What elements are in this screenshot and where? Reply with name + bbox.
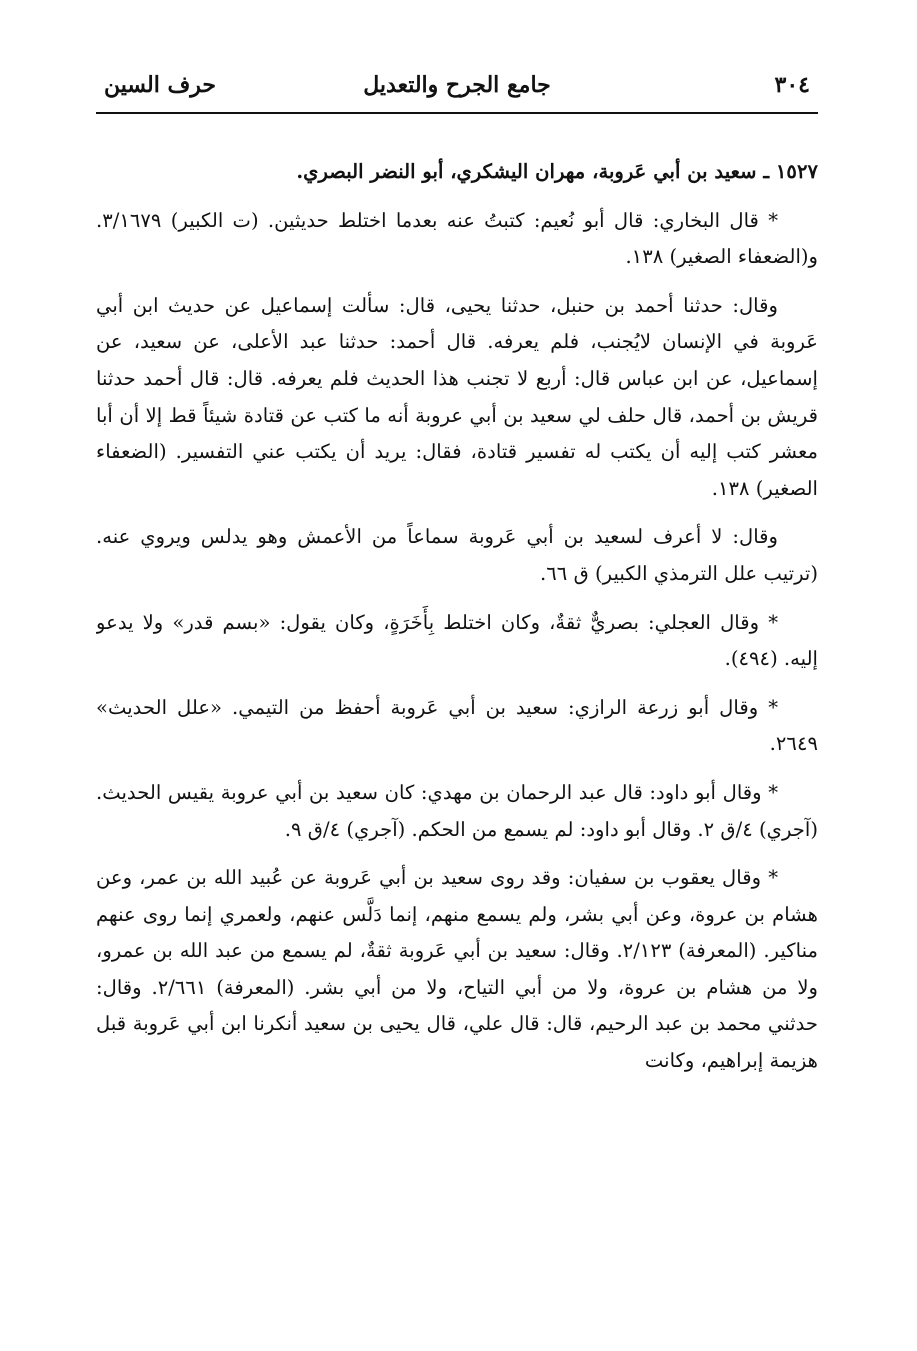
- paragraph-ahmad-narration: وقال: حدثنا أحمد بن حنبل، حدثنا يحيى، قال: سألت إسماعيل عن حديث ابن أبي عَروبة في الإنسان لايُجنب، فلم يعرفه. قال أحمد: حدثنا عبد الأعلى، عن سعيد، عن إسماعيل، عن ابن عباس قال: أربع لا تجنب هذا الحديث فلم يعرفه. قال: قال أحمد حدثنا قريش بن أحمد، قال حلف لي سعيد بن أبي عروبة أنه ما كتب عن قتادة شيئاً قط إلا أن أبا معشر كتب إليه أن يكتب له تفسير قتادة، فقال: يريد أن يكتب عني التفسير. (الضعفاء الصغير) ١٣٨.: [96, 293, 818, 500]
- paragraph-abu-dawud: * وقال أبو داود: قال عبد الرحمان بن مهدي: كان سعيد بن أبي عروبة يقيس الحديث. (آجري) ٤/ق ٢. وقال أبو داود: لم يسمع من الحكم. (آجري) ٤/ق ٩.: [96, 780, 818, 841]
- page-body: [96, 154, 818, 1274]
- paragraph-abu-zura: * وقال أبو زرعة الرازي: سعيد بن أبي عَروبة أحفظ من التيمي. «علل الحديث» ٢٦٤٩.: [96, 695, 818, 756]
- paragraph-ijli: * وقال العجلي: بصريٌّ ثقةٌ، وكان اختلط بِأَخَرَةٍ، وكان يقول: «بسم قدر» ولا يدعو إليه. (٤٩٤).: [96, 610, 818, 671]
- section-title: حرف السين: [104, 72, 217, 98]
- page-number: ٣٠٤: [774, 72, 810, 98]
- entry-heading: ١٥٢٧ ـ سعيد بن أبي عَروبة، مهران اليشكري، أبو النضر البصري.: [296, 160, 818, 183]
- book-title: جامع الجرح والتعديل: [363, 72, 551, 98]
- paragraph-yaqub: * وقال يعقوب بن سفيان: وقد روى سعيد بن أبي عَروبة عن عُبيد الله بن عمر، وعن هشام بن عروة، وعن أبي بشر، ولم يسمع منهم، إنما دَلَّس عنهم، ولعمري إنما روى عنهم مناكير. (المعرفة) ٢/١٢٣. وقال: سعيد بن أبي عَروبة ثقةٌ، لم يسمع من عبد الله بن عمرو، ولا من هشام بن عروة، ولا من أبي التياح، ولا من أبي بشر. (المعرفة) ٢/٦٦١. وقال: حدثني محمد بن عبد الرحيم، قال: قال علي، قال يحيى بن سعيد أنكرنا ابن أبي عَروبة قبل هزيمة إبراهيم، وكانت: [96, 866, 818, 1073]
- running-header: [96, 66, 818, 114]
- paragraph-bukhari: * قال البخاري: قال أبو نُعيم: كتبتُ عنه بعدما اختلط حديثين. (ت الكبير) ٣/١٦٧٩. و(الضعفاء الصغير) ١٣٨.: [96, 208, 818, 269]
- paragraph-amash: وقال: لا أعرف لسعيد بن أبي عَروبة سماعاً من الأعمش وهو يدلس ويروي عنه. (ترتيب علل الترمذي الكبير) ق ٦٦.: [96, 525, 818, 585]
